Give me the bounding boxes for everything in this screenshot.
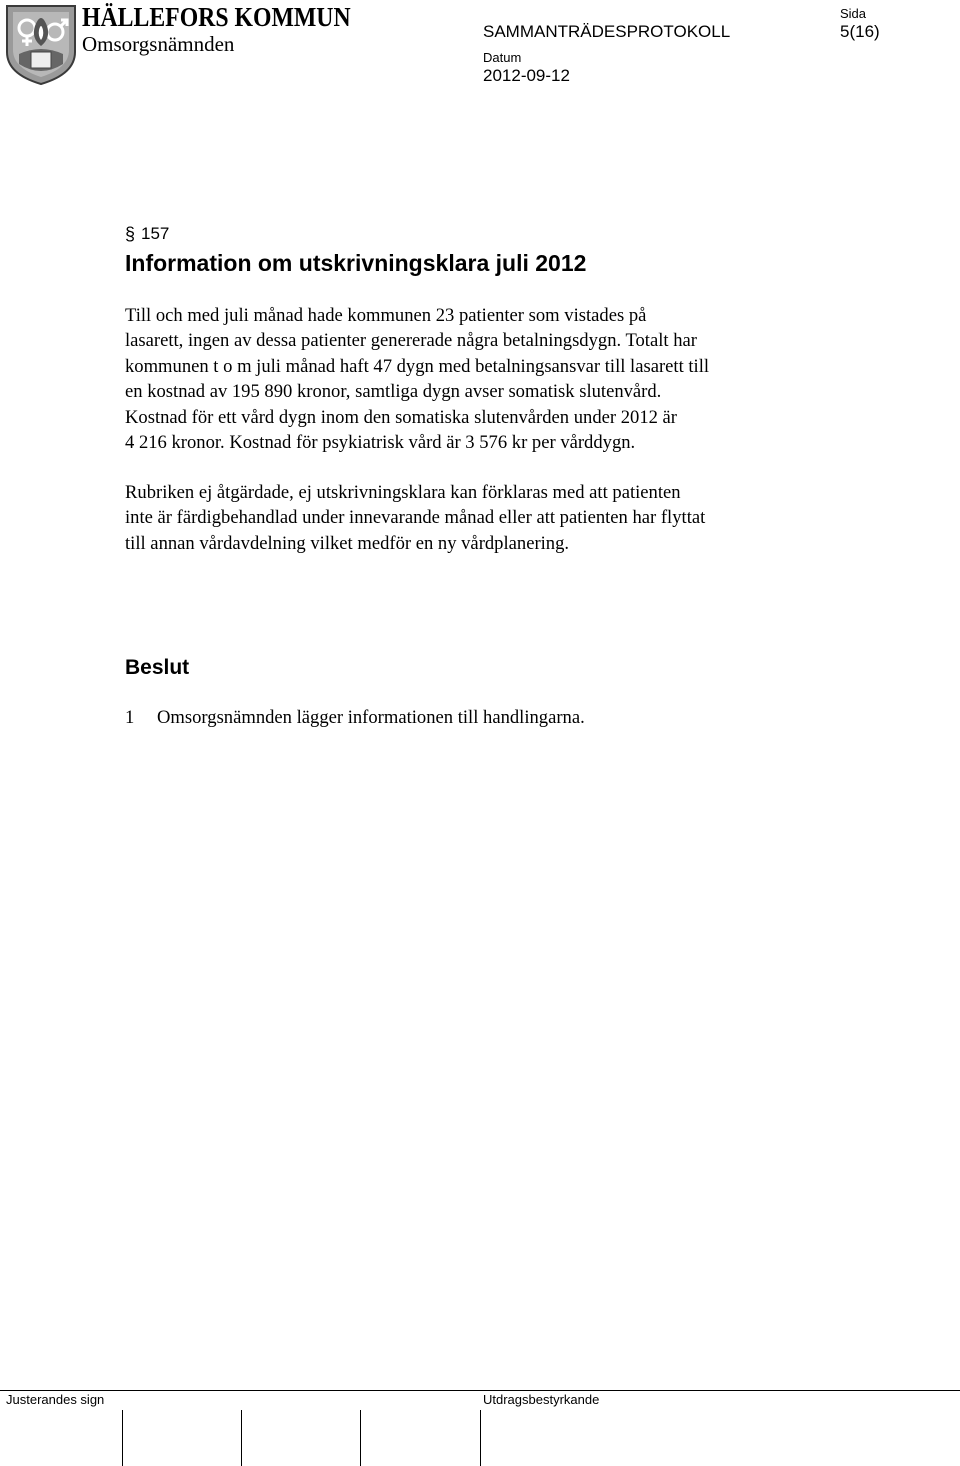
section-heading: Information om utskrivningsklara juli 2012 [125,250,587,276]
municipal-coat-of-arms-icon [5,4,77,86]
organization-name: HÄLLEFORS KOMMUN [82,2,351,32]
page-caption: Sida [840,6,867,21]
page-number: 5(16) [840,22,880,41]
signature-box-divider [480,1410,481,1466]
paragraph-line: till annan vårdavdelning vilket medför en ny vårdplanering. [125,532,570,554]
department-name: Omsorgsnämnden [82,32,235,56]
footer-divider [0,1390,960,1391]
paragraph-line: Till och med juli månad hade kommunen 23 patienter som vistades på [125,305,647,326]
decision-item-text: Omsorgsnämnden lägger informationen till handlingarna. [157,707,585,728]
paragraph-line: Rubriken ej åtgärdade, ej utskrivningsklara kan förklaras med att patienten [125,482,681,503]
section-number: 157 [141,224,170,243]
date-caption: Datum [483,50,522,65]
footer-extract-label: Utdragsbestyrkande [483,1392,600,1407]
paragraph-line: Kostnad för ett vård dygn inom den somatiska slutenvården under 2012 är [125,406,678,428]
signature-box-divider [241,1410,242,1466]
footer-sign-label: Justerandes sign [6,1392,105,1407]
decision-item-number: 1 [125,707,135,728]
paragraph-line: en kostnad av 195 890 kronor, samtliga dygn avser somatisk slutenvård. [125,381,662,403]
paragraph-line: lasarett, ingen av dessa patienter genererade några betalningsdygn. Totalt har [125,330,697,352]
decision-heading: Beslut [125,656,190,679]
body-paragraph-2 [125,480,845,556]
date-value: 2012-09-12 [483,66,570,85]
signature-box-divider [360,1410,361,1466]
section-sign: § [125,224,136,244]
signature-box-divider [122,1410,123,1466]
paragraph-line: kommunen t o m juli månad haft 47 dygn med betalningsansvar till lasarett till [125,355,710,377]
body-paragraph-1 [125,303,845,455]
document-type: SAMMANTRÄDESPROTOKOLL [483,22,731,41]
paragraph-line: inte är färdigbehandlad under innevarande månad eller att patienten har flyttat [125,507,706,529]
paragraph-line: 4 216 kronor. Kostnad för psykiatrisk vård är 3 576 kr per vårddygn. [125,432,636,454]
